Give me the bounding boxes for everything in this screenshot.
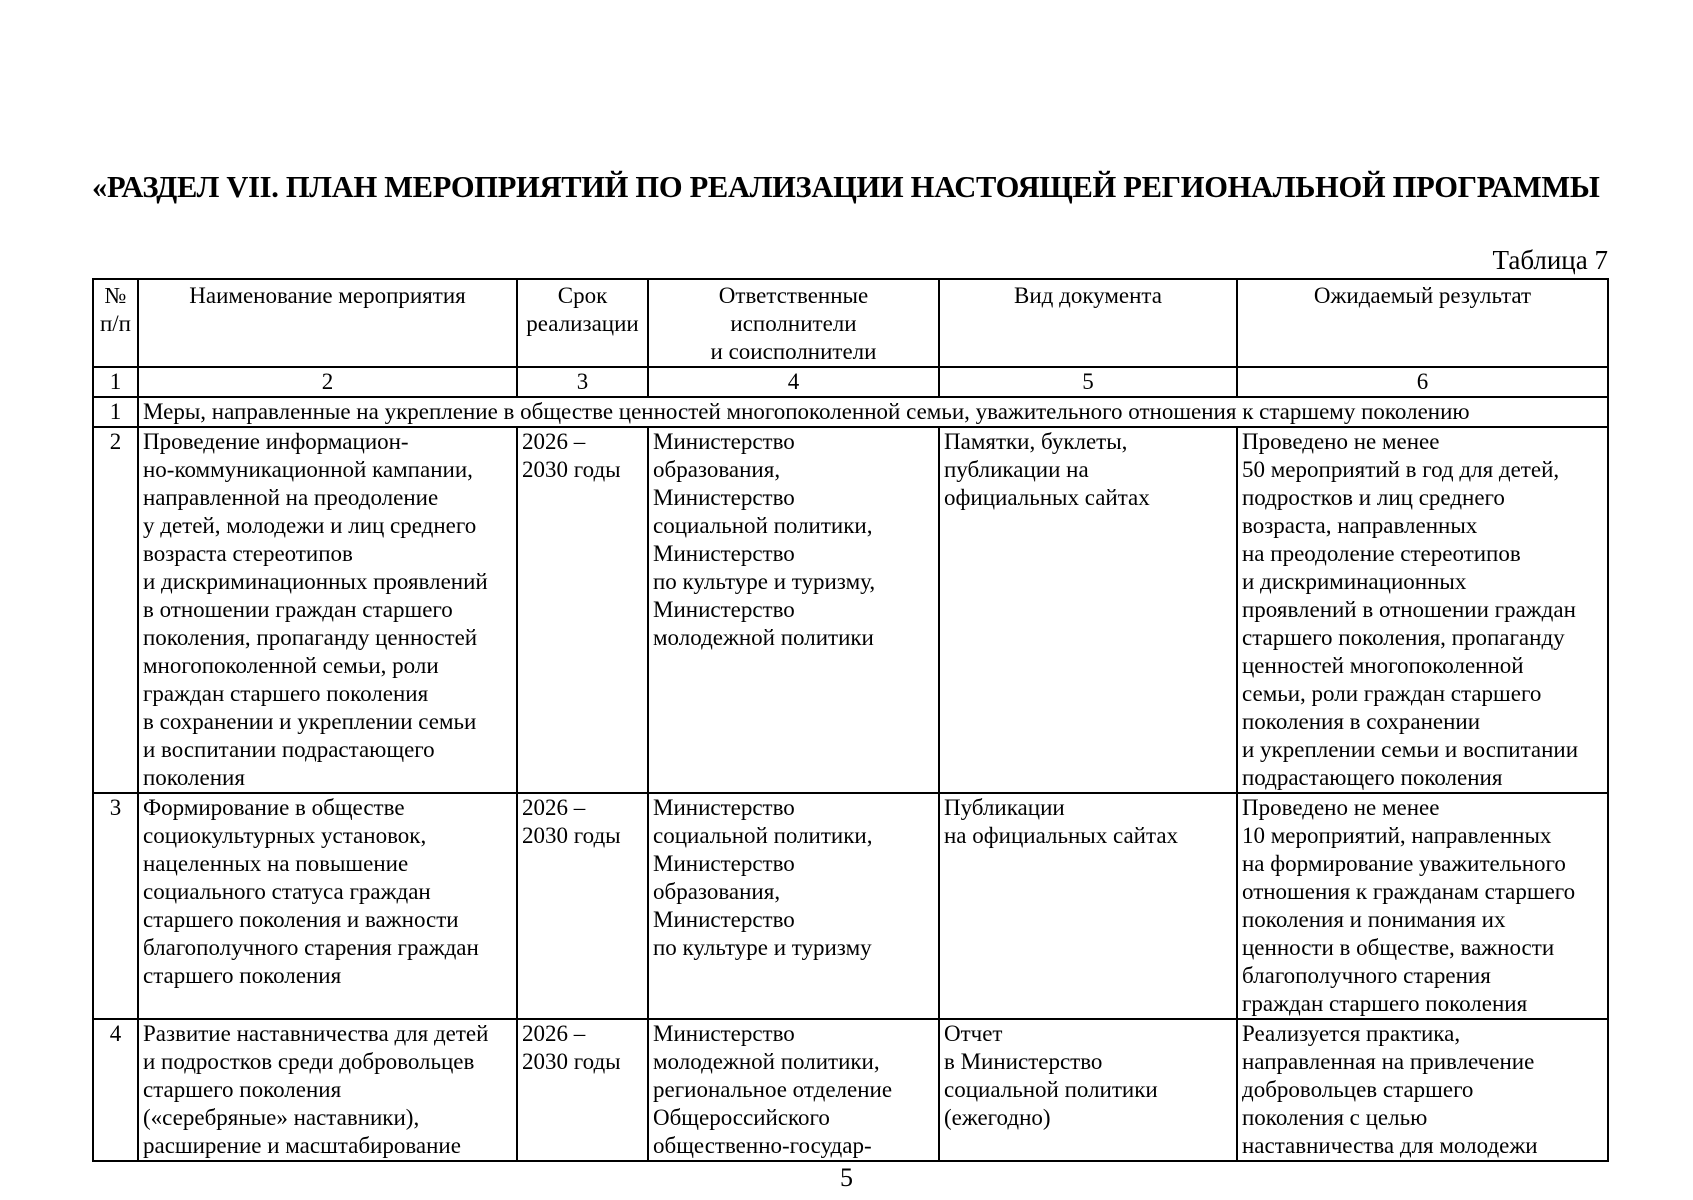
column-number: 5 [939, 367, 1237, 397]
term-cell: 2026 – 2030 годы [517, 793, 648, 1019]
column-number: 3 [517, 367, 648, 397]
table-header-row [93, 279, 1608, 367]
event-name-cell: Проведение информацион- но-коммуникационной кампании, направленной на преодоление у детей, молодежи и лиц среднего возраста стереотипов и дискриминационных проявлений в отношении граждан старшего поколения, пропаганду ценностей многопоколенной семьи, роли граждан старшего поколения в сохранении и укреплении семьи и воспитании подрастающего поколения [138, 427, 517, 793]
expected-result-cell: Реализуется практика, направленная на привлечение добровольцев старшего поколения с целью наставничества для молодежи [1237, 1019, 1608, 1161]
table-caption: Таблица 7 [1492, 245, 1608, 275]
section-title: Меры, направленные на укрепление в обществе ценностей многопоколенной семьи, уважительного отношения к старшему поколению [138, 397, 1608, 427]
row-number: 2 [93, 427, 138, 793]
executors-cell: Министерство молодежной политики, региональное отделение Общероссийского общественно-государ- [648, 1019, 939, 1161]
expected-result-cell: Проведено не менее 50 мероприятий в год для детей, подростков и лиц среднего возраста, направленных на преодоление стереотипов и дискриминационных проявлений в отношении граждан старшего поколения, пропаганду ценностей многопоколенной семьи, роли граждан старшего поколения в сохранении и укреплении семьи и воспитании подрастающего поколения [1237, 427, 1608, 793]
column-number: 1 [93, 367, 138, 397]
executors-cell: Министерство образования, Министерство социальной политики, Министерство по культуре и туризму, Министерство молодежной политики [648, 427, 939, 793]
header-document-type: Вид документа [939, 279, 1237, 367]
column-number-row [93, 367, 1608, 397]
term-cell: 2026 – 2030 годы [517, 1019, 648, 1161]
row-number: 4 [93, 1019, 138, 1161]
page-title: «РАЗДЕЛ VII. ПЛАН МЕРОПРИЯТИЙ ПО РЕАЛИЗАЦИИ НАСТОЯЩЕЙ РЕГИОНАЛЬНОЙ ПРОГРАММЫ [92, 170, 1600, 204]
term-cell: 2026 – 2030 годы [517, 427, 648, 793]
column-number: 6 [1237, 367, 1608, 397]
section-number: 1 [93, 397, 138, 427]
row-number: 3 [93, 793, 138, 1019]
header-executors: Ответственные исполнители и соисполнители [648, 279, 939, 367]
table-row [93, 793, 1608, 1019]
column-number: 2 [138, 367, 517, 397]
expected-result-cell: Проведено не менее 10 мероприятий, направленных на формирование уважительного отношения к гражданам старшего поколения и понимания их ценности в обществе, важности благополучного старения граждан старшего поколения [1237, 793, 1608, 1019]
table-row [93, 1019, 1608, 1161]
header-event-name: Наименование мероприятия [138, 279, 517, 367]
executors-cell: Министерство социальной политики, Министерство образования, Министерство по культуре и туризму [648, 793, 939, 1019]
table-row [93, 427, 1608, 793]
section-row [93, 397, 1608, 427]
event-name-cell: Развитие наставничества для детей и подростков среди добровольцев старшего поколения («серебряные» наставники), расширение и масштабирование [138, 1019, 517, 1161]
event-name-cell: Формирование в обществе социокультурных установок, нацеленных на повышение социального статуса граждан старшего поколения и важности благополучного старения граждан старшего поколения [138, 793, 517, 1019]
page-number: 5 [840, 1163, 853, 1192]
document-type-cell: Публикации на официальных сайтах [939, 793, 1237, 1019]
document-type-cell: Памятки, буклеты, публикации на официальных сайтах [939, 427, 1237, 793]
header-number: № п/п [93, 279, 138, 367]
column-number: 4 [648, 367, 939, 397]
events-plan-table [92, 278, 1609, 1162]
header-term: Срок реализации [517, 279, 648, 367]
header-expected-result: Ожидаемый результат [1237, 279, 1608, 367]
document-type-cell: Отчет в Министерство социальной политики (ежегодно) [939, 1019, 1237, 1161]
